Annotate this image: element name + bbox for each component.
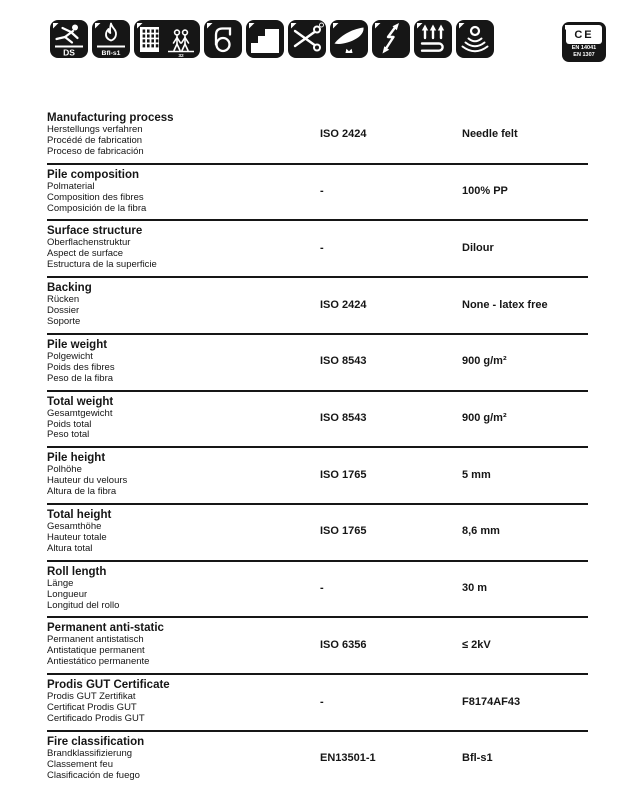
- spec-translation-de: Polmaterial: [47, 180, 95, 192]
- spec-label-cell: [47, 565, 320, 612]
- ce-standard-line-2: EN 1307: [573, 52, 595, 58]
- spec-label-cell: [47, 621, 320, 668]
- spec-translation-de: Länge: [47, 577, 74, 589]
- spec-row-pile-composition: [47, 163, 588, 220]
- fire-rating-label: Bfl-s1: [101, 49, 121, 57]
- spec-translation-es: Altura de la fibra: [47, 486, 117, 498]
- slip-rating-label: DS: [63, 47, 75, 58]
- spec-title: Roll length: [47, 565, 107, 578]
- spec-translation-de: Prodis GUT Zertifikat: [47, 691, 136, 703]
- spec-translation-fr: Dossier: [47, 305, 80, 317]
- spec-row-prodis-gut-certificate: [47, 673, 588, 730]
- usage-class-label: 32: [178, 53, 184, 58]
- spec-title: Pile composition: [47, 168, 140, 181]
- spec-value: 30 m: [462, 582, 488, 595]
- spec-title: Total weight: [47, 395, 114, 408]
- specification-table: [47, 108, 588, 787]
- ce-standard-line-1: EN 14041: [571, 45, 597, 51]
- spec-standard: ISO 1765: [320, 468, 367, 481]
- spec-translation-es: Estructura de la superficie: [47, 259, 157, 271]
- spec-standard: EN13501-1: [320, 752, 376, 765]
- spec-row-total-weight: [47, 390, 588, 447]
- spec-translation-fr: Hauteur totale: [47, 531, 107, 543]
- slip-rating-icon: [50, 20, 88, 58]
- spec-standard: ISO 6356: [320, 638, 367, 651]
- spec-title: Surface structure: [47, 225, 143, 238]
- spec-translation-es: Certificado Prodis GUT: [47, 713, 145, 724]
- spec-row-pile-weight: [47, 333, 588, 390]
- spec-translation-de: Gesamthöhe: [47, 521, 102, 533]
- spec-translation-de: Oberflachenstruktur: [47, 237, 131, 249]
- spec-standard: -: [320, 241, 324, 254]
- spec-title: Total height: [47, 509, 112, 522]
- spec-label-cell: [47, 111, 320, 158]
- spec-row-roll-length: [47, 560, 588, 617]
- heel-resistance-icon: [330, 20, 368, 58]
- spec-label-cell: [47, 508, 320, 555]
- spec-translation-fr: Composition des fibres: [47, 191, 144, 203]
- spec-value: 900 g/m²: [462, 355, 507, 368]
- spec-translation-fr: Hauteur du velours: [47, 475, 128, 487]
- spec-translation-es: Peso de la fibra: [47, 372, 114, 384]
- spec-row-backing: [47, 276, 588, 333]
- spec-translation-es: Longitud del rollo: [47, 599, 120, 611]
- spec-standard: ISO 2424: [320, 298, 367, 311]
- spec-label-cell: [47, 224, 320, 271]
- spec-title: Manufacturing process: [47, 112, 174, 124]
- spec-label-cell: [47, 395, 320, 442]
- spec-standard: -: [320, 695, 324, 708]
- spec-title: Backing: [47, 282, 92, 295]
- usage-class-icon: [134, 20, 200, 58]
- spec-translation-de: Rücken: [47, 294, 80, 306]
- spec-translation-de: Brandklassifizierung: [47, 747, 133, 759]
- spec-translation-de: Permanent antistatisch: [47, 634, 144, 646]
- spec-translation-es: Peso total: [47, 429, 90, 441]
- spec-row-total-height: [47, 503, 588, 560]
- spec-row-manufacturing-process: [47, 108, 588, 163]
- spec-label-cell: [47, 735, 320, 782]
- spec-standard: -: [320, 185, 324, 198]
- spec-translation-es: Clasificación de fuego: [47, 769, 140, 781]
- spec-title: Permanent anti-static: [47, 622, 164, 635]
- spec-translation-de: Polgewicht: [47, 350, 93, 362]
- spec-standard: ISO 8543: [320, 411, 367, 424]
- spec-value: ≤ 2kV: [462, 638, 491, 651]
- spec-label-cell: [47, 338, 320, 385]
- spec-value: 5 mm: [462, 468, 491, 481]
- castor-wheel-icon: [204, 20, 242, 58]
- spec-row-permanent-anti-static: [47, 616, 588, 673]
- spec-translation-es: Composición de la fibra: [47, 202, 147, 214]
- spec-translation-fr: Poids total: [47, 418, 92, 430]
- spec-title: Fire classification: [47, 735, 145, 748]
- spec-translation-fr: Poids des fibres: [47, 361, 115, 373]
- spec-translation-es: Altura total: [47, 542, 93, 554]
- spec-value: F8174AF43: [462, 695, 521, 708]
- spec-value: None - latex free: [462, 298, 548, 311]
- spec-label-cell: [47, 168, 320, 215]
- spec-translation-fr: Certificat Prodis GUT: [47, 702, 137, 714]
- spec-value: 900 g/m²: [462, 411, 507, 424]
- spec-label-cell: [47, 451, 320, 498]
- spec-translation-de: Gesamtgewicht: [47, 407, 113, 419]
- spec-translation-fr: Procédé de fabrication: [47, 134, 143, 146]
- spec-value: Needle felt: [462, 128, 518, 141]
- anti-static-icon: [372, 20, 410, 58]
- spec-translation-de: Herstellungs verfahren: [47, 124, 143, 135]
- spec-translation-fr: Classement feu: [47, 758, 114, 770]
- sound-insulation-icon: [456, 20, 494, 58]
- spec-translation-es: Soporte: [47, 315, 81, 327]
- ce-standard-lines: [562, 45, 606, 59]
- spec-value: Bfl-s1: [462, 752, 493, 765]
- spec-translation-de: Polhöhe: [47, 464, 82, 476]
- spec-title: Prodis GUT Certificate: [47, 679, 170, 692]
- spec-translation-fr: Longueur: [47, 588, 88, 600]
- cuttable-scissors-icon: [288, 20, 326, 58]
- spec-value: Dilour: [462, 241, 494, 254]
- spec-translation-fr: Aspect de surface: [47, 248, 124, 260]
- spec-label-cell: [47, 281, 320, 328]
- spec-label-cell: [47, 678, 320, 725]
- spec-standard: ISO 1765: [320, 525, 367, 538]
- spec-row-surface-structure: [47, 219, 588, 276]
- stairs-icon: [246, 20, 284, 58]
- spec-translation-es: Antiestático permanente: [47, 656, 150, 668]
- underfloor-heating-icon: [414, 20, 452, 58]
- spec-standard: -: [320, 582, 324, 595]
- spec-row-fire-classification: [47, 730, 588, 787]
- spec-title: Pile height: [47, 452, 106, 465]
- ce-mark-badge: [562, 22, 606, 62]
- spec-standard: ISO 8543: [320, 355, 367, 368]
- spec-value: 100% PP: [462, 185, 508, 198]
- spec-standard: ISO 2424: [320, 128, 367, 141]
- spec-value: 8,6 mm: [462, 525, 500, 538]
- spec-title: Pile weight: [47, 338, 108, 351]
- fire-rating-icon: [92, 20, 130, 58]
- spec-row-pile-height: [47, 446, 588, 503]
- spec-translation-fr: Antistatique permanent: [47, 645, 145, 657]
- ce-label: CE: [566, 25, 602, 44]
- spec-translation-es: Proceso de fabricación: [47, 145, 144, 157]
- certification-icons-bar: [50, 20, 494, 58]
